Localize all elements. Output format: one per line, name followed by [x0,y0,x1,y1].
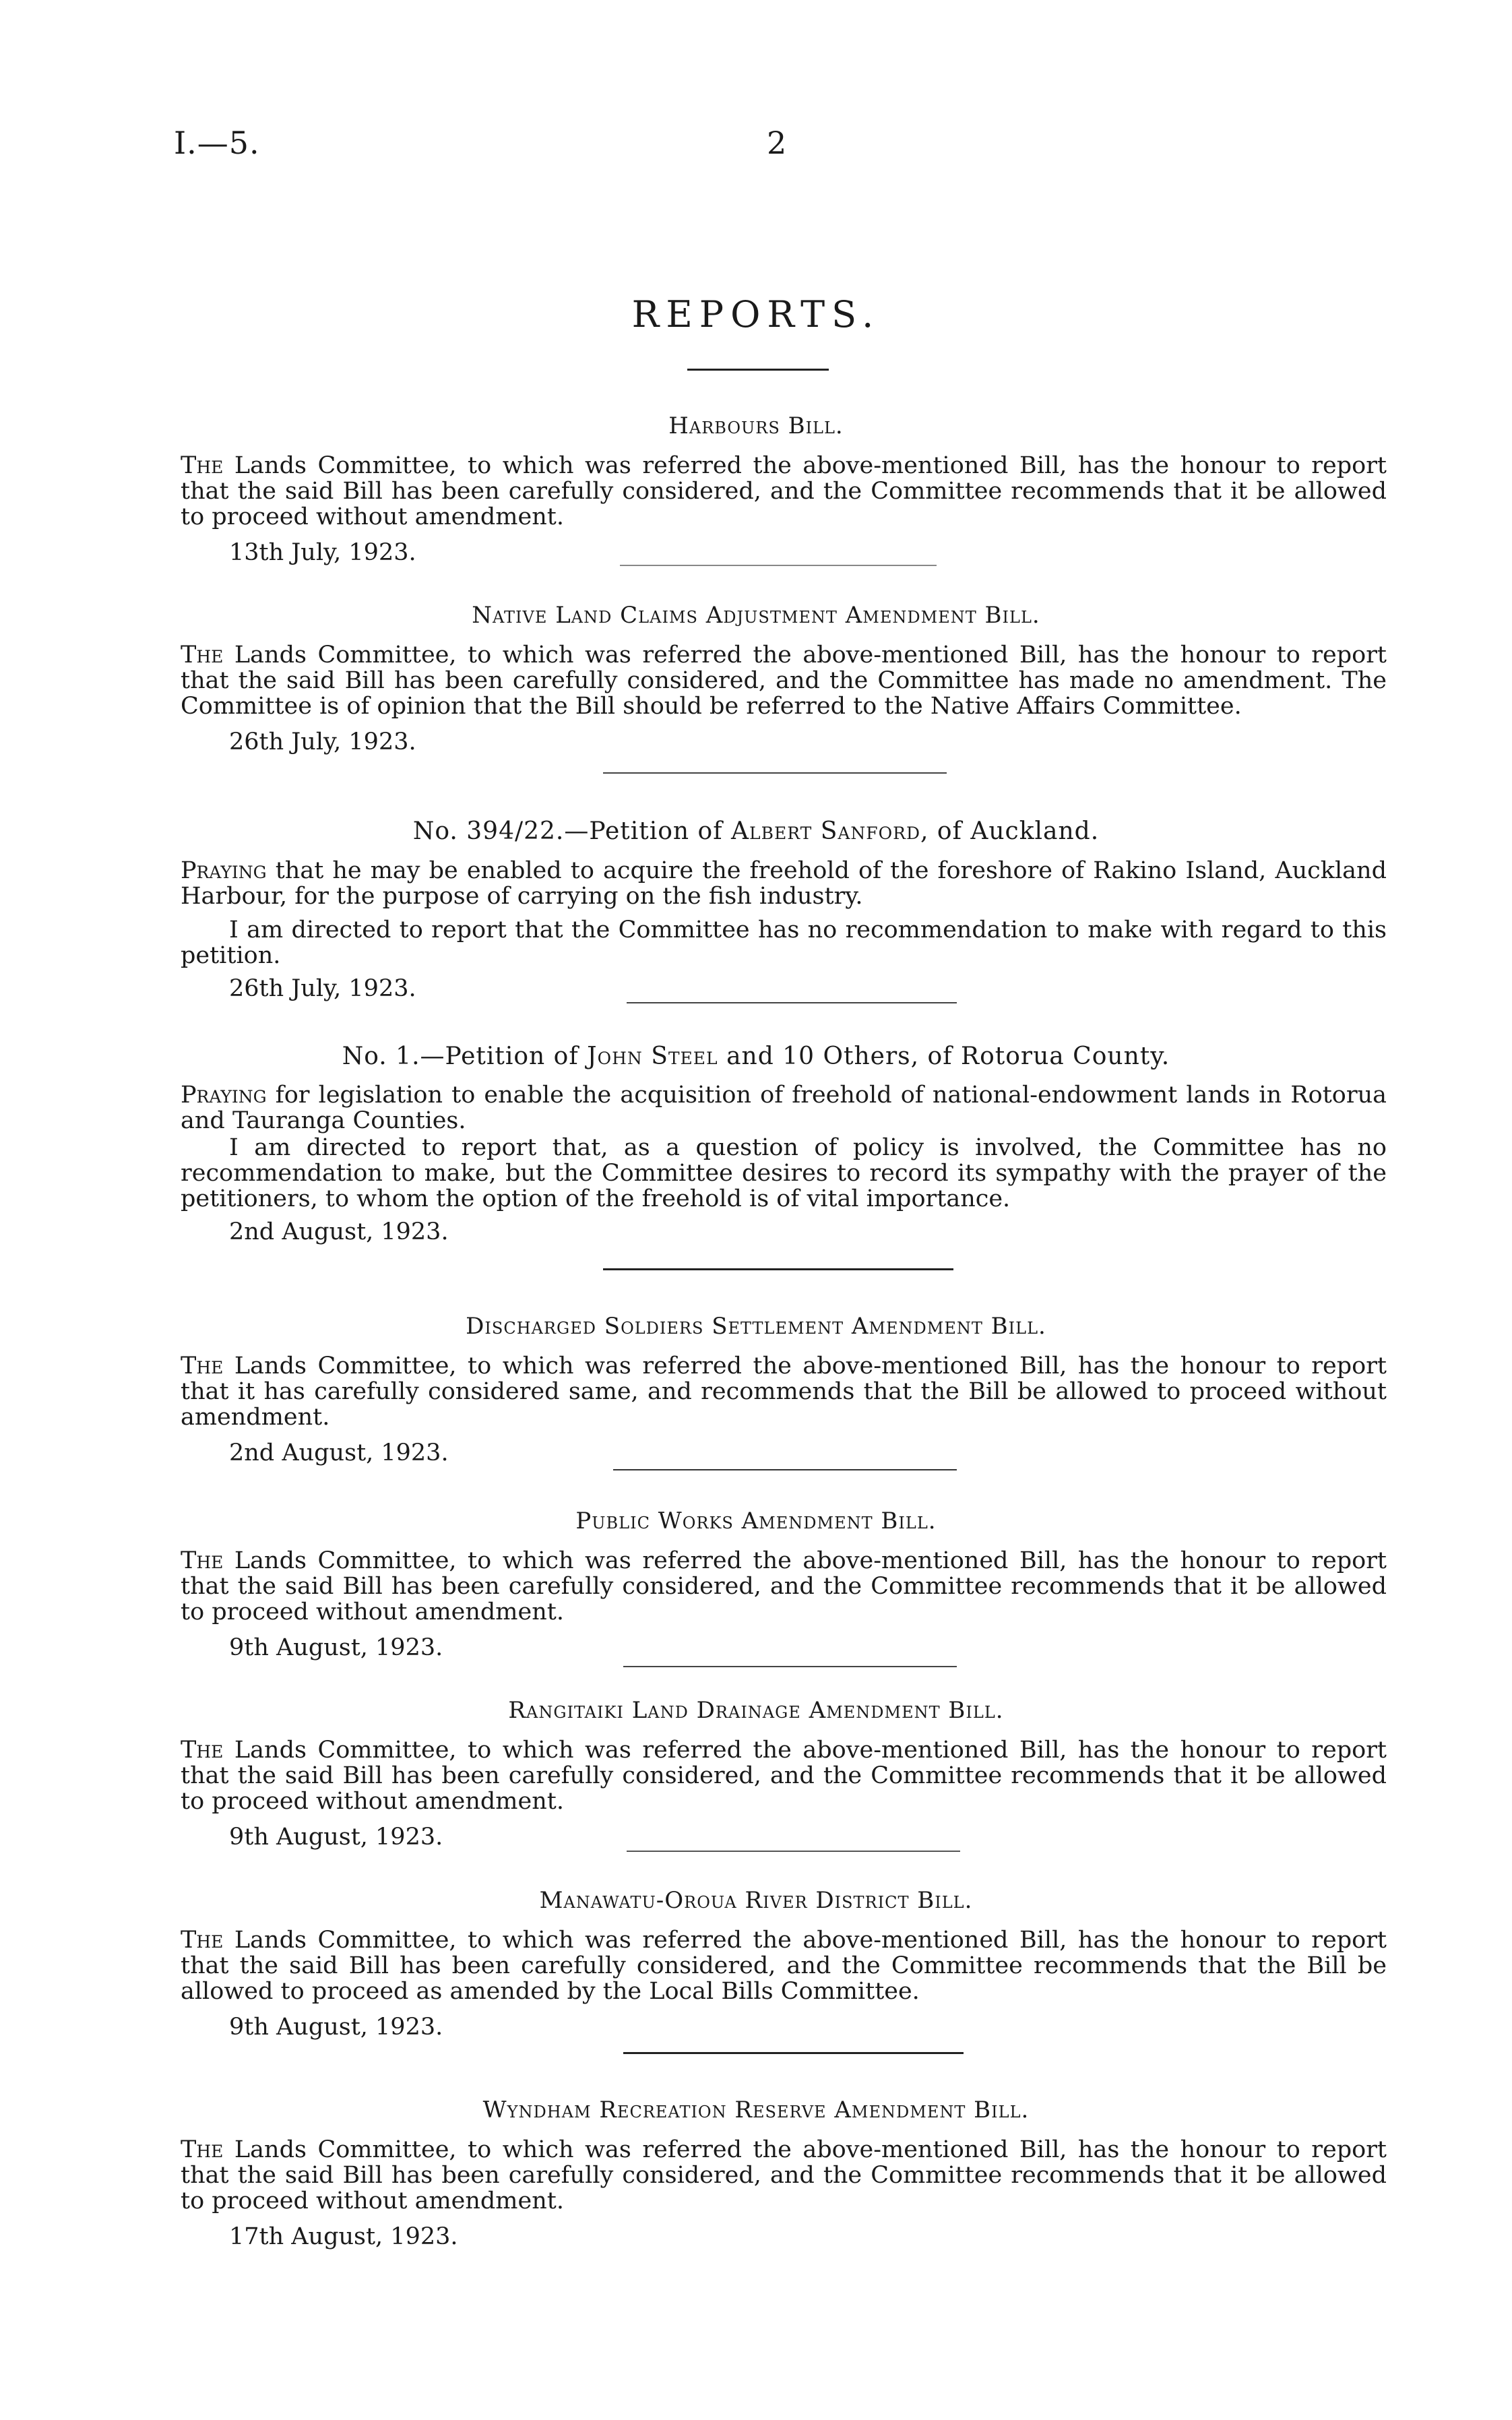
section-divider [620,565,937,566]
section-paragraph [181,453,1387,530]
section-date: 9th August, 1923. [229,1824,443,1851]
paragraph-lead: Praying [181,1082,267,1109]
document-reference: I.—5. [174,125,260,161]
section-divider [623,2052,964,2054]
section-divider [627,1851,960,1852]
paragraph-text: Lands Committee, to which was referred the above-mentioned Bill, has the honour to report that the said Bill has been carefully considered, and the Committee recommends that it be allowed to proceed without amendment. [181,1737,1387,1815]
section-heading: Public Works Amendment Bill. [575,1508,937,1534]
section-paragraph [181,858,1387,909]
heading-prefix: No. 394/22.—Petition of [412,817,723,845]
paragraph-text: Lands Committee, to which was referred the above-mentioned Bill, has the honour to report that it has carefully considered same, and recommends that the Bill be allowed to proceed without amendment. [181,1353,1387,1431]
paragraph-text: that he may be enabled to acquire the freehold of the foreshore of Rakino Island, Auckland Harbour, for the purpose of carrying on the fish industry. [181,857,1387,910]
paragraph-text: Lands Committee, to which was referred the above-mentioned Bill, has the honour to report that the said Bill has been carefully considered, and the Committee recommends that the Bill be allowed to proceed as amended by the Local Bills Committee. [181,1927,1387,2005]
section-heading: Native Land Claims Adjustment Amendment Bill. [472,602,1040,629]
section-heading [0,817,1512,845]
section-paragraph [181,1927,1387,2004]
section-date: 2nd August, 1923. [229,1439,449,1466]
section-paragraph: I am directed to report that the Committee has no recommendation to make with regard to this petition. [181,917,1387,969]
section-heading: Discharged Soldiers Settlement Amendment Bill. [466,1313,1046,1340]
paragraph-lead: The [181,1737,224,1764]
paragraph-lead: The [181,2136,224,2163]
petitioner-name: Albert Sanford [730,817,921,845]
paragraph-text: Lands Committee, to which was referred the above-mentioned Bill, has the honour to report that the said Bill has been carefully considered, and the Committee recommends that it be allowed to proceed without amendment. [181,2136,1387,2214]
section-divider [623,1666,957,1667]
section-paragraph [181,1548,1387,1625]
paragraph-text: Lands Committee, to which was referred the above-mentioned Bill, has the honour to report that the said Bill has been carefully considered, and the Committee recommends that it be allowed to proceed without amendment. [181,1547,1387,1625]
section-date: 13th July, 1923. [229,539,416,566]
section-divider [627,1002,957,1003]
section-divider [613,1469,957,1470]
page-title: REPORTS. [631,293,881,336]
section-date: 17th August, 1923. [229,2223,458,2250]
section-date: 26th July, 1923. [229,975,416,1002]
heading-suffix: and 10 Others, of Rotorua County. [726,1043,1170,1070]
section-date: 9th August, 1923. [229,2014,443,2041]
section-paragraph [181,1082,1387,1134]
section-heading: Manawatu-Oroua River District Bill. [539,1887,973,1914]
section-date: 9th August, 1923. [229,1634,443,1661]
paragraph-text: Lands Committee, to which was referred the above-mentioned Bill, has the honour to report that the said Bill has been carefully considered, and the Committee recommends that it be allowed to proceed without amendment. [181,452,1387,530]
section-paragraph [181,1737,1387,1814]
paragraph-lead: Praying [181,857,267,884]
title-rule [687,369,829,371]
petitioner-name: John Steel [587,1043,718,1070]
section-heading: Wyndham Recreation Reserve Amendment Bill. [482,2097,1030,2123]
heading-suffix: , of Auckland. [920,817,1100,845]
section-date: 2nd August, 1923. [229,1218,449,1245]
section-heading: Harbours Bill. [668,412,844,439]
paragraph-lead: The [181,1927,224,1954]
paragraph-text: for legislation to enable the acquisition of freehold of national-endowment lands in Rotorua and Tauranga Counties. [181,1082,1387,1134]
paragraph-lead: The [181,1353,224,1379]
section-paragraph [181,1353,1387,1430]
paragraph-lead: The [181,452,224,479]
page-number: 2 [767,125,787,161]
section-paragraph: I am directed to report that, as a question of policy is involved, the Committee has no recommendation to make, but the Committee desires to record its sympathy with the prayer of the petitioners, to whom the option of the freehold is of vital importance. [181,1134,1387,1212]
paragraph-lead: The [181,1547,224,1574]
paragraph-lead: The [181,642,224,669]
section-heading [0,1043,1512,1070]
paragraph-text: Lands Committee, to which was referred the above-mentioned Bill, has the honour to report that the said Bill has been carefully considered, and the Committee has made no amendment. The Committee is of opinion that the Bill should be referred to the Native Affairs Committee. [181,642,1387,720]
section-divider [603,1268,953,1270]
section-paragraph [181,2137,1387,2214]
section-paragraph [181,642,1387,719]
section-date: 26th July, 1923. [229,728,416,755]
heading-prefix: No. 1.—Petition of [342,1043,579,1070]
section-heading: Rangitaiki Land Drainage Amendment Bill. [508,1697,1004,1724]
section-divider [603,772,947,774]
